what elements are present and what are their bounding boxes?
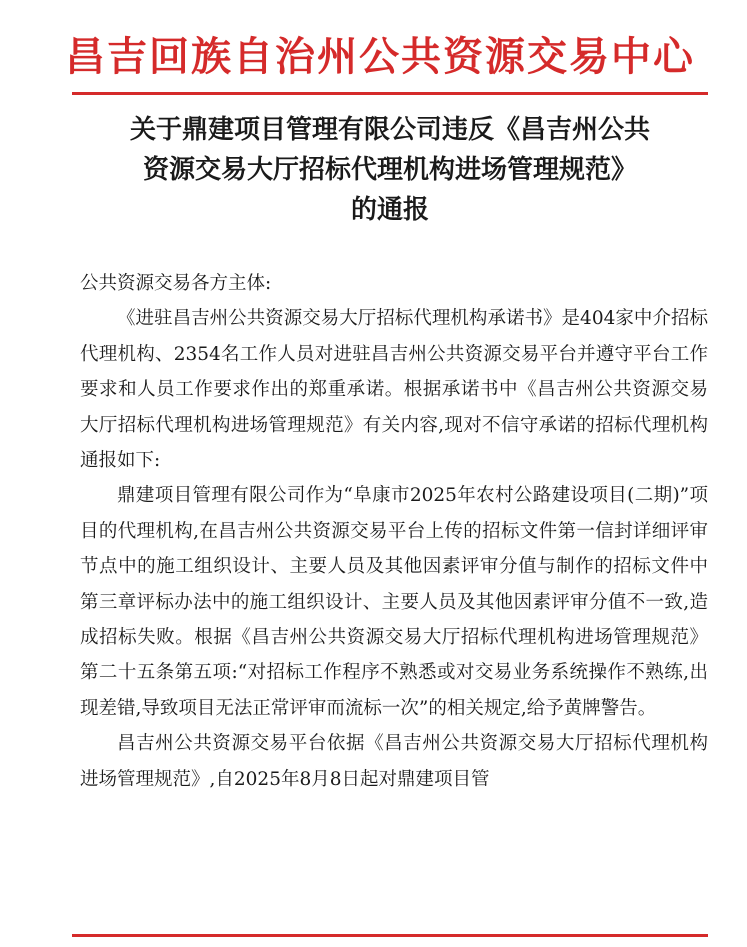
paragraph-violation: 鼎建项目管理有限公司作为“阜康市2025年农村公路建设项目(二期)”项目的代理机构,在昌吉州公共资源交易平台上传的招标文件第一信封详细评审节点中的施工组织设计、主要人员及其他因素评审分值与制作的招标文件中第三章评标办法中的施工组织设计、主要人员及其他因素评审分值不一致,造成招标失败。根据《昌吉州公共资源交易大厅招标代理机构进场管理规范》第二十五条第五项:“对招标工作程序不熟悉或对交易业务系统操作不熟练,出现差错,导致项目无法正常评审而流标一次”的相关规定,给予黄牌警告。 xyxy=(80,485,708,719)
notice-title-line-3: 的通报 xyxy=(350,195,429,225)
notice-title xyxy=(72,110,708,230)
paragraph-penalty: 昌吉州公共资源交易平台依据《昌吉州公共资源交易大厅招标代理机构进场管理规范》,自2025年8月8日起对鼎建项目管 xyxy=(80,733,708,790)
paragraph-commitment: 《进驻昌吉州公共资源交易大厅招标代理机构承诺书》是404家中介招标代理机构、2354名工作人员对进驻昌吉州公共资源交易平台并遵守平台工作要求和人员工作要求作出的郑重承诺。根据承诺书中《昌吉州公共资源交易大厅招标代理机构进场管理规范》有关内容,现对不信守承诺的招标代理机构通报如下: xyxy=(80,308,708,472)
salutation: 公共资源交易各方主体: xyxy=(80,273,272,294)
header-red-rule xyxy=(72,92,708,95)
footer-red-rule xyxy=(72,934,708,937)
issuing-organization-header: 昌吉回族自治州公共资源交易中心 xyxy=(65,34,695,80)
notice-body xyxy=(80,266,708,797)
notice-title-line-1: 关于鼎建项目管理有限公司违反《昌吉州公共 xyxy=(129,115,650,145)
notice-title-line-2: 资源交易大厅招标代理机构进场管理规范》 xyxy=(142,155,637,185)
